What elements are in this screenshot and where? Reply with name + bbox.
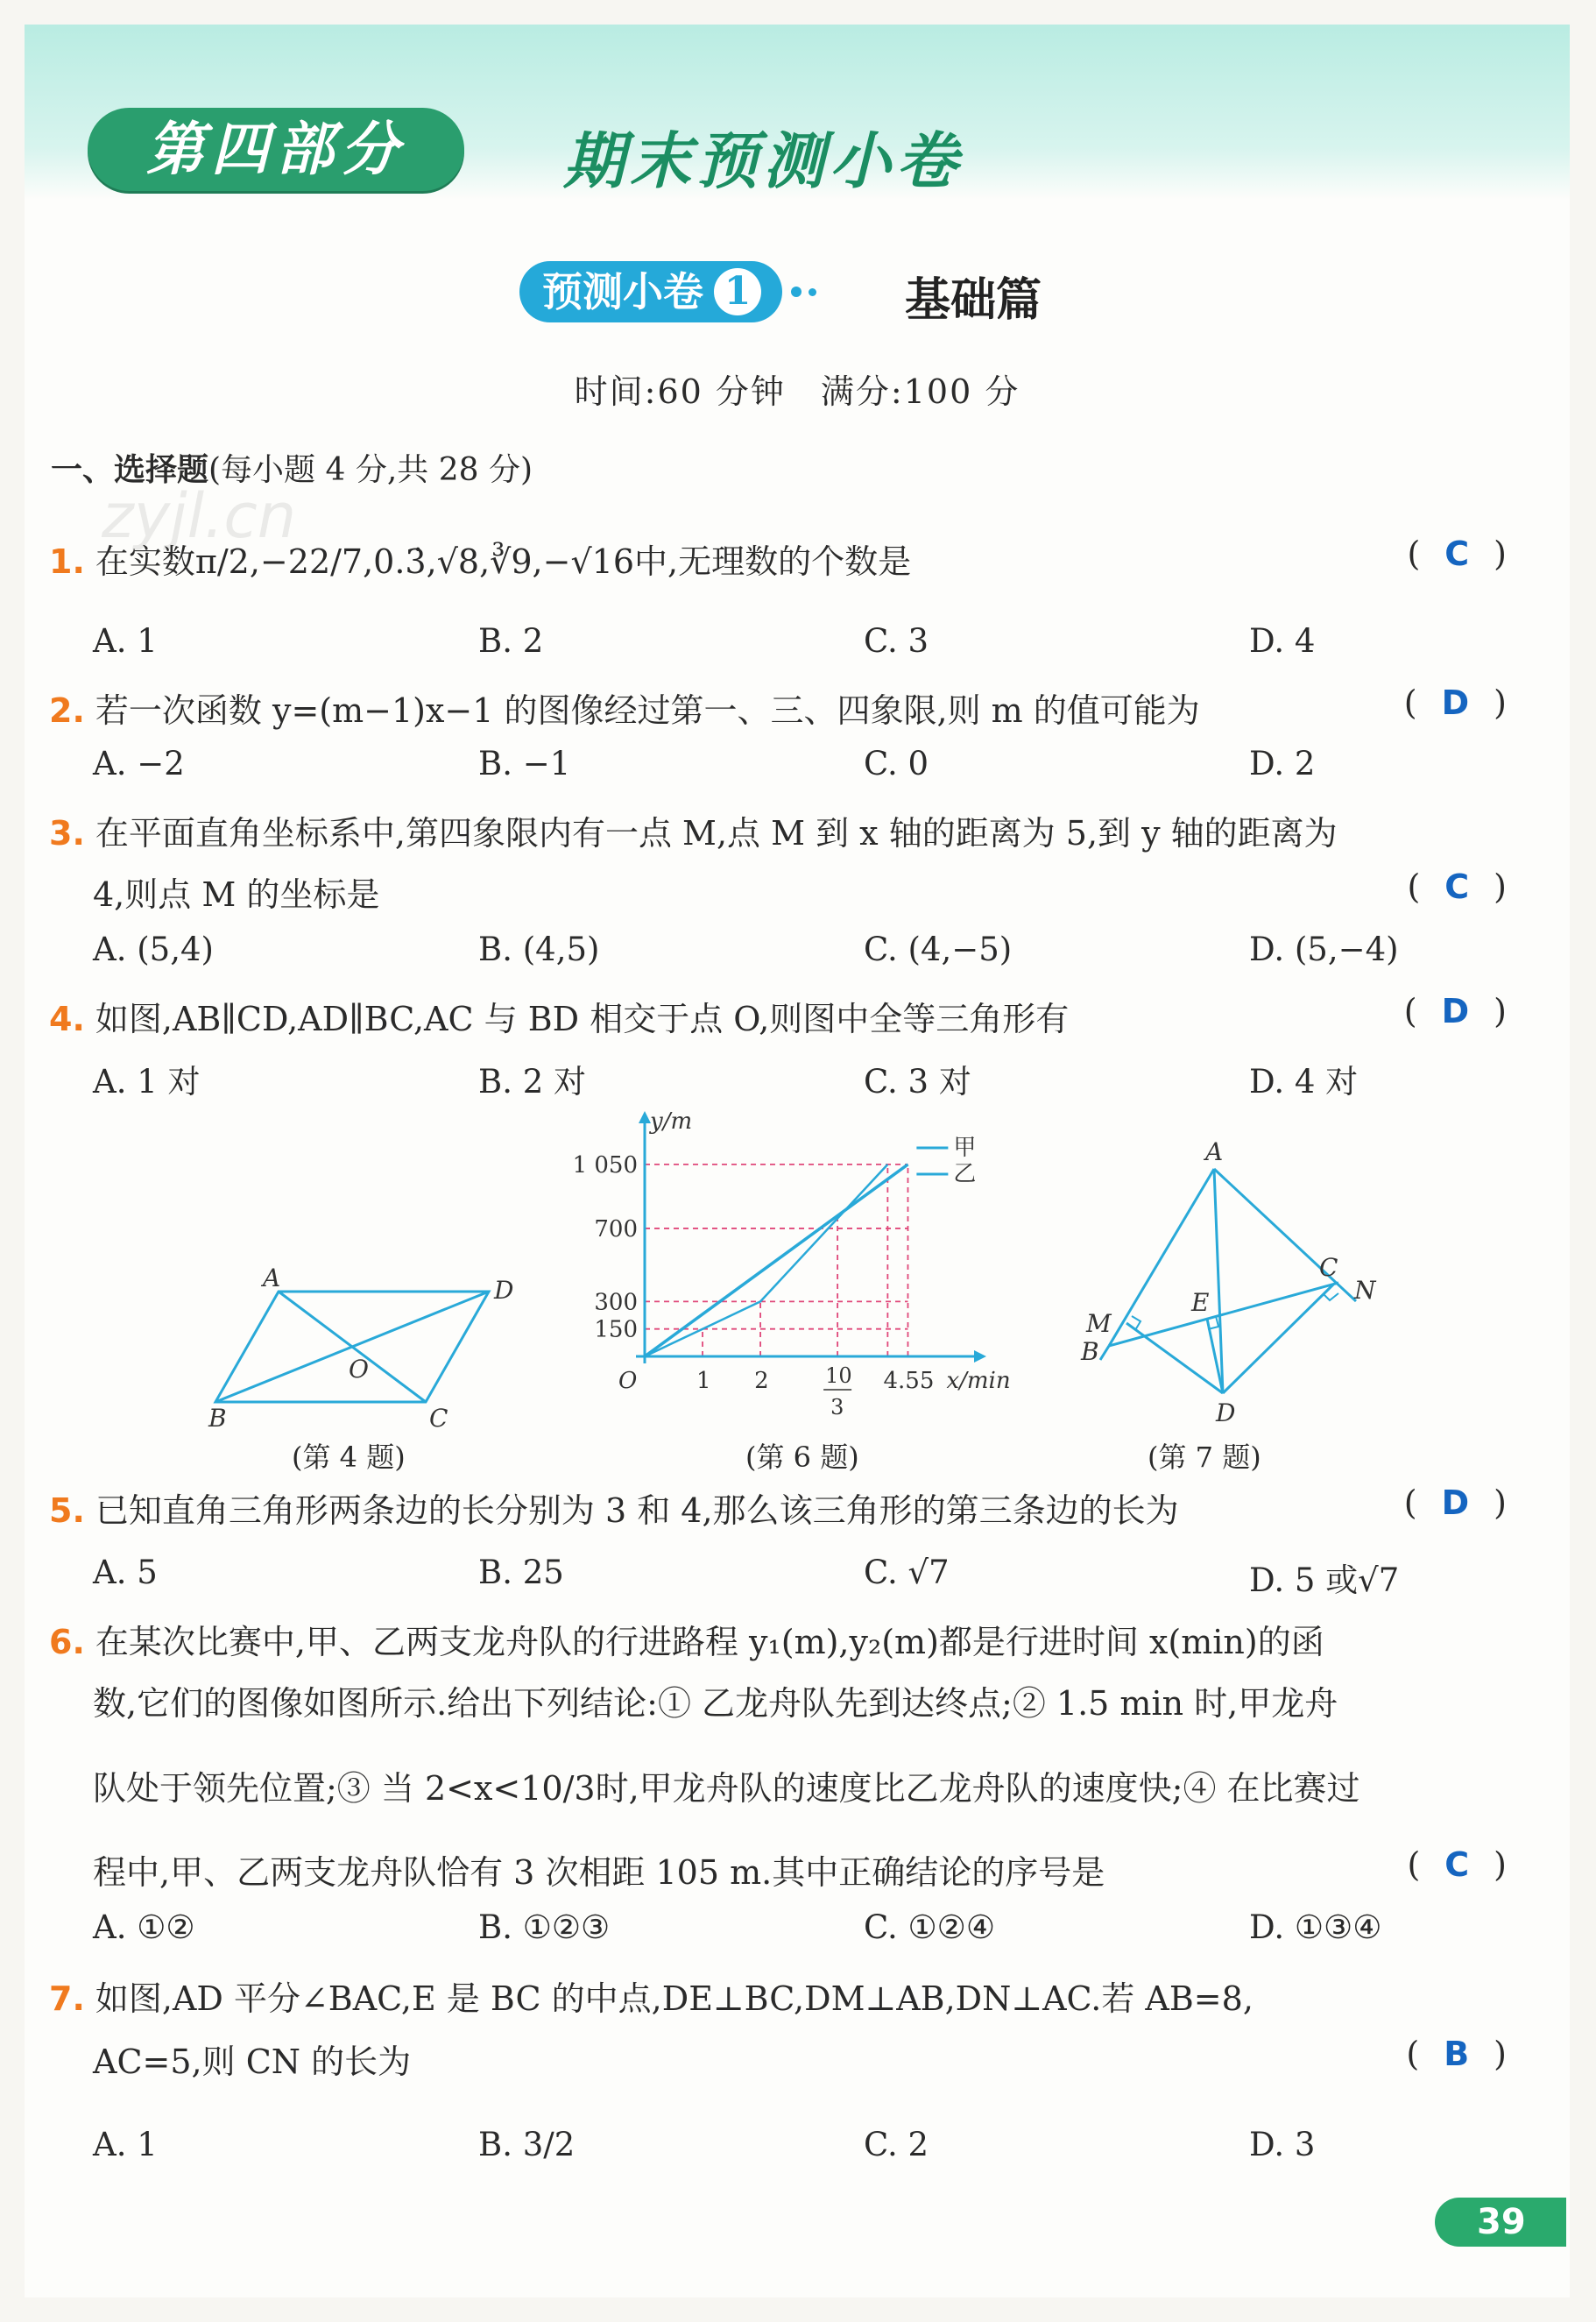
y-tick-label: 700 <box>594 1215 638 1242</box>
question-7: 7. 如图,AD 平分∠BAC,E 是 BC 的中点,DE⊥BC,DM⊥AB,DN⊥AC.若 AB=8, <box>49 1979 1253 2018</box>
chart-text <box>573 1108 1011 1419</box>
question-1: 1. 在实数π/2,−22/7,0.3̇,√8,∛9,−√16中,无理数的个数是 <box>49 542 912 581</box>
label-a: A <box>1205 1137 1224 1166</box>
option: D. 5 或√7 <box>1249 1561 1400 1599</box>
label-b: B <box>208 1404 227 1433</box>
option: D. 4 对 <box>1249 1063 1359 1101</box>
legend-label: 乙 <box>953 1161 977 1187</box>
option: B. 2 <box>478 622 544 660</box>
question-6-line3: 队处于领先位置;③ 当 2<x<10/3时,甲龙舟队的速度比乙龙舟队的速度快;④ 在比赛过 <box>93 1769 1360 1808</box>
x-axis-arrow-icon <box>974 1350 986 1363</box>
chart-series <box>645 1135 976 1356</box>
quiz-label: 预测小卷 <box>519 261 782 322</box>
option: C. 3 对 <box>864 1063 971 1101</box>
dot-icon <box>791 287 802 297</box>
answer-3: ( C ) <box>1407 867 1507 906</box>
label-b: B <box>1081 1337 1099 1366</box>
option: D. 4 <box>1249 622 1316 660</box>
label-m: M <box>1086 1309 1112 1338</box>
option: D. ①③④ <box>1249 1908 1382 1946</box>
question-3-line2: 4,则点 M 的坐标是 <box>93 875 380 914</box>
label-c: C <box>1319 1253 1338 1282</box>
segment-ab <box>1109 1169 1214 1346</box>
label-d: D <box>494 1276 514 1305</box>
option: A. −2 <box>93 745 185 782</box>
series-line-甲 <box>645 1165 907 1356</box>
option: C. 2 <box>864 2126 929 2163</box>
x-tick-label: 10 <box>825 1363 852 1388</box>
option: D. 2 <box>1249 745 1316 782</box>
dot-icon <box>809 288 816 296</box>
caption-fig-6: (第 6 题) <box>745 1441 859 1474</box>
option: C. ①②④ <box>864 1908 996 1946</box>
part-badge: 第四部分 <box>88 108 464 191</box>
watermark: zyjl.cn <box>102 480 297 552</box>
x-tick-label: 4.55 <box>883 1368 935 1394</box>
quiz-title: 基础篇 <box>905 273 1042 327</box>
option: D. 3 <box>1249 2126 1316 2163</box>
option: B. −1 <box>478 745 571 782</box>
answer-4: ( D ) <box>1403 992 1507 1030</box>
x-axis-label: x/min <box>946 1368 1011 1394</box>
question-6: 6. 在某次比赛中,甲、乙两支龙舟队的行进路程 y₁(m),y₂(m)都是行进时间 x(min)的函 <box>49 1623 1324 1661</box>
label-o: O <box>349 1355 369 1384</box>
question-5: 5. 已知直角三角形两条边的长分别为 3 和 4,那么该三角形的第三条边的长为 <box>49 1491 1179 1530</box>
answer-2: ( D ) <box>1403 683 1507 722</box>
y-axis-arrow-icon <box>639 1111 651 1123</box>
answer-5: ( D ) <box>1403 1483 1507 1522</box>
y-axis-label: y/m <box>650 1108 693 1135</box>
option: A. (5,4) <box>93 931 214 968</box>
label-c: C <box>429 1404 448 1433</box>
x-tick-label: 1 <box>696 1368 711 1394</box>
figure-4-parallelogram <box>208 1260 576 1435</box>
series-line-乙 <box>645 1165 887 1356</box>
option: B. 2 对 <box>478 1063 587 1101</box>
option: C. 0 <box>864 745 929 782</box>
section-title: 一、选择题(每小题 4 分,共 28 分) <box>51 452 533 488</box>
segment-dm <box>1126 1323 1223 1393</box>
diagonal-bd <box>215 1292 489 1402</box>
option: D. (5,−4) <box>1249 931 1399 968</box>
page-title: 期末预测小卷 <box>563 125 963 197</box>
question-2: 2. 若一次函数 y=(m−1)x−1 的图像经过第一、三、四象限,则 m 的值可能为 <box>49 691 1200 730</box>
option: A. 1 <box>93 622 158 660</box>
option: C. √7 <box>864 1554 950 1591</box>
label-a: A <box>263 1264 281 1292</box>
segment-extend-b <box>1100 1346 1109 1360</box>
label-e: E <box>1191 1288 1210 1317</box>
answer-1: ( C ) <box>1407 534 1507 573</box>
question-7-line2: AC=5,则 CN 的长为 <box>93 2042 412 2081</box>
option: C. 3 <box>864 622 929 660</box>
option: B. (4,5) <box>478 931 600 968</box>
option: A. ①② <box>93 1908 195 1946</box>
option: B. ①②③ <box>478 1908 611 1946</box>
figure-7-triangle <box>1076 1130 1400 1428</box>
origin-label: O <box>618 1368 638 1394</box>
figure-6-chart <box>572 1108 1041 1435</box>
option: A. 5 <box>93 1554 158 1591</box>
question-6-line2: 数,它们的图像如图所示.给出下列结论:① 乙龙舟队先到达终点;② 1.5 min 时,甲龙舟 <box>93 1684 1338 1723</box>
option: A. 1 对 <box>93 1063 201 1101</box>
label-d: D <box>1216 1398 1236 1427</box>
answer-7: ( B ) <box>1406 2035 1507 2073</box>
option: B. 25 <box>478 1554 564 1591</box>
caption-fig-4: (第 4 题) <box>292 1441 406 1474</box>
legend-label: 甲 <box>953 1135 977 1161</box>
page <box>25 25 1570 2297</box>
question-6-line4: 程中,甲、乙两支龙舟队恰有 3 次相距 105 m.其中正确结论的序号是 <box>93 1853 1105 1892</box>
x-tick-label: 2 <box>754 1368 769 1394</box>
caption-fig-7: (第 7 题) <box>1148 1441 1261 1474</box>
quiz-number: 1 <box>714 268 761 315</box>
y-tick-label: 300 <box>594 1289 638 1316</box>
y-tick-label: 1 050 <box>572 1151 638 1179</box>
y-tick-label: 150 <box>594 1316 638 1343</box>
option: C. (4,−5) <box>864 931 1013 968</box>
question-4: 4. 如图,AB∥CD,AD∥BC,AC 与 BD 相交于点 O,则图中全等三角形有 <box>49 1000 1070 1038</box>
option: A. 1 <box>93 2126 158 2163</box>
question-3: 3. 在平面直角坐标系中,第四象限内有一点 M,点 M 到 x 轴的距离为 5,到 y 轴的距离为 <box>49 814 1338 853</box>
label-n: N <box>1354 1276 1376 1305</box>
x-tick-label: 3 <box>830 1395 844 1419</box>
segment-dn <box>1223 1285 1333 1393</box>
page-number: 39 <box>1435 2198 1566 2247</box>
answer-6: ( C ) <box>1407 1845 1507 1884</box>
option: B. 3/2 <box>478 2126 576 2163</box>
time-score: 时间:60 分钟 满分:100 分 <box>574 372 1020 411</box>
